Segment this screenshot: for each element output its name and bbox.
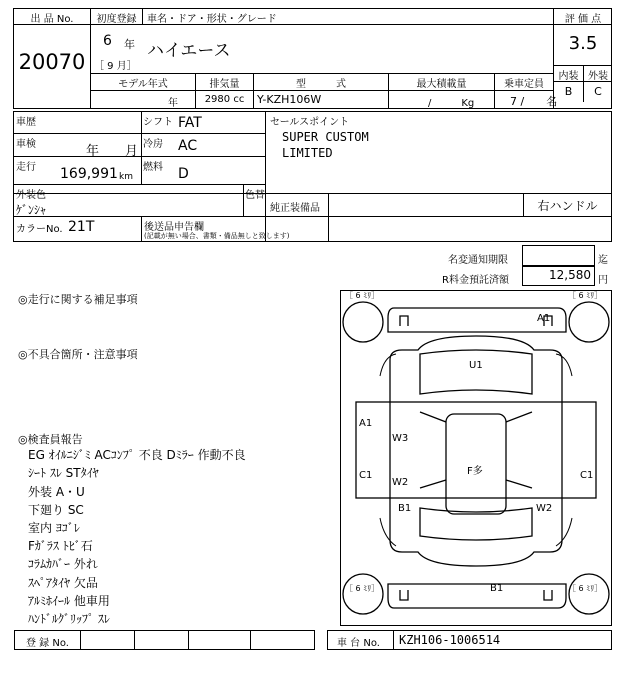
recycle-fee-unit: 円 (598, 275, 608, 286)
inspector-note: ｽﾍﾟｱﾀｲﾔ 欠品 (28, 576, 98, 590)
inspector-note: 室内 ﾖｺﾞﾚ (28, 521, 80, 535)
detail-divider (243, 184, 244, 216)
car-name-label: 車名・ドア・形状・グレード (147, 14, 277, 25)
mileage-unit: km (119, 172, 133, 182)
damage-mark: C1 (580, 470, 594, 481)
interior-label: 内装 (558, 71, 579, 82)
air-conditioning: AC (178, 138, 198, 154)
detail-divider (13, 133, 265, 134)
damage-mark: U1 (469, 360, 483, 371)
detail-divider (141, 216, 142, 241)
fuel: D (178, 166, 189, 182)
name-change-label: 名変通知期限 (448, 255, 508, 266)
inspector-note: EG ｵｲﾙﾆｼﾞﾐ ACｺﾝﾌﾟ 不良 Dﾐﾗｰ 作動不良 (28, 448, 246, 462)
detail-divider (13, 111, 612, 112)
interior-grade: B (564, 85, 573, 98)
fuel-label: 燃料 (143, 162, 163, 173)
lot-no: 20070 (18, 50, 86, 74)
color-change-label: 色替 (245, 190, 265, 201)
first-registration-label: 初度登録 (96, 14, 137, 25)
detail-divider (328, 193, 329, 241)
exterior-color: ｹﾞﾝｼｬ (16, 203, 47, 217)
damage-mark: W2 (536, 503, 553, 514)
recycle-fee-label: R料金預託済額 (442, 275, 509, 286)
steering-side: 右ハンドル (537, 199, 598, 213)
inspector-note: 下廻り SC (28, 503, 84, 517)
mileage: 169,991 (60, 166, 118, 182)
inspection-value: 年 月 (86, 144, 139, 159)
tire-depth-front-left: ［ 6 ﾐﾘ］ (345, 291, 380, 300)
tire-depth-rear-left: ［ 6 ﾐﾘ］ (345, 584, 380, 593)
displacement-label: 排気量 (209, 79, 240, 90)
car-damage-diagram (340, 290, 612, 626)
detail-divider (141, 111, 142, 184)
lot-no-label: 出 品 No. (30, 14, 74, 25)
footer-divider (80, 630, 81, 650)
model-year-unit: 年 (168, 98, 178, 109)
defects-label: ◎不具合箇所・注意事項 (18, 348, 138, 361)
aftermarket-note: (記載が無い場合、書類・備品無しと致します) (144, 232, 290, 240)
history-label: 車歴 (16, 117, 36, 128)
damage-mark: B1 (398, 503, 412, 514)
exterior-color-label: 外装色 (16, 190, 46, 201)
sales-point-label: セールスポイント (270, 117, 350, 128)
color-no-label: カラーNo. (16, 224, 63, 235)
damage-mark: W3 (392, 433, 409, 444)
header-divider (142, 8, 143, 24)
detail-divider (13, 111, 14, 241)
header-divider (90, 90, 553, 91)
footer-divider (250, 630, 251, 650)
recycle-fee: 12,580 (549, 268, 591, 282)
color-no: 21T (68, 219, 95, 235)
damage-mark: A1 (359, 418, 373, 429)
inspector-note: ﾊﾝﾄﾞﾙｸﾞﾘｯﾌﾟ ｽﾚ (28, 612, 110, 626)
registration-month: ［ 9 月］ (94, 61, 137, 72)
car-name: ハイエース (147, 41, 231, 61)
name-change-unit: 迄 (598, 255, 608, 266)
inspector-note: ｺﾗﾑｶﾊﾞｰ 外れ (28, 557, 98, 571)
aftermarket-label: 後送品申告欄 (144, 222, 204, 233)
max-load: / Kg (428, 98, 475, 109)
shift: FAT (178, 115, 202, 131)
evaluation-score: 3.5 (568, 33, 598, 54)
exterior-label: 外装 (588, 71, 608, 82)
detail-divider (13, 241, 612, 242)
sales-point-line: LIMITED (282, 146, 333, 160)
exterior-grade: C (594, 85, 602, 98)
damage-mark: W2 (392, 477, 409, 488)
inspector-note: 外装 A・U (28, 485, 85, 499)
score-label: 評 価 点 (564, 14, 602, 25)
header-divider (90, 73, 553, 74)
inspector-note: ｱﾙﾐﾎｲｰﾙ 他車用 (28, 594, 110, 608)
detail-divider (611, 111, 612, 241)
detail-divider (523, 216, 612, 217)
ac-label: 冷房 (143, 139, 163, 150)
tire-depth-front-right: ［ 6 ﾐﾘ］ (568, 291, 603, 300)
max-load-label: 最大積載量 (416, 79, 467, 90)
detail-divider (13, 184, 265, 185)
footer-divider (393, 630, 394, 650)
damage-mark: A1 (537, 313, 551, 324)
inspector-report-label: ◎検査員報告 (18, 433, 83, 446)
damage-mark: F多 (467, 466, 483, 477)
header-divider (553, 65, 612, 66)
shift-label: シフト (143, 117, 173, 128)
inspector-note: Fｶﾞﾗｽ ﾄﾋﾞ石 (28, 539, 93, 553)
model-code: Y-KZH106W (257, 93, 322, 106)
chassis-no-label: 車 台 No. (337, 638, 380, 649)
capacity-label: 乗車定員 (504, 79, 544, 90)
capacity: 7 / 名 (510, 95, 558, 108)
detail-divider (13, 156, 265, 157)
driving-notes-label: ◎走行に関する補足事項 (18, 293, 138, 306)
footer-divider (188, 630, 189, 650)
damage-mark: B1 (490, 583, 504, 594)
registration-year: 6 (103, 33, 112, 49)
inspection-label: 車検 (16, 139, 36, 150)
mileage-label: 走行 (16, 162, 36, 173)
footer-divider (134, 630, 135, 650)
inspector-note: ｼｰﾄ ｽﾚ STﾀｲﾔ (28, 466, 99, 480)
displacement: 2980 cc (204, 94, 245, 105)
sales-point-line: SUPER CUSTOM (282, 130, 369, 144)
damage-mark: C1 (359, 470, 373, 481)
model-year-label: モデル年式 (118, 79, 168, 90)
year-unit: 年 (124, 38, 135, 51)
name-change-deadline (522, 245, 595, 266)
tire-depth-rear-right: ［ 6 ﾐﾘ］ (568, 584, 603, 593)
registration-no-label: 登 録 No. (26, 638, 69, 649)
equipment-label: 純正装備品 (270, 203, 320, 214)
model-label: 型 式 (296, 79, 346, 90)
detail-divider (265, 111, 266, 241)
chassis-no: KZH106-1006514 (399, 633, 501, 647)
